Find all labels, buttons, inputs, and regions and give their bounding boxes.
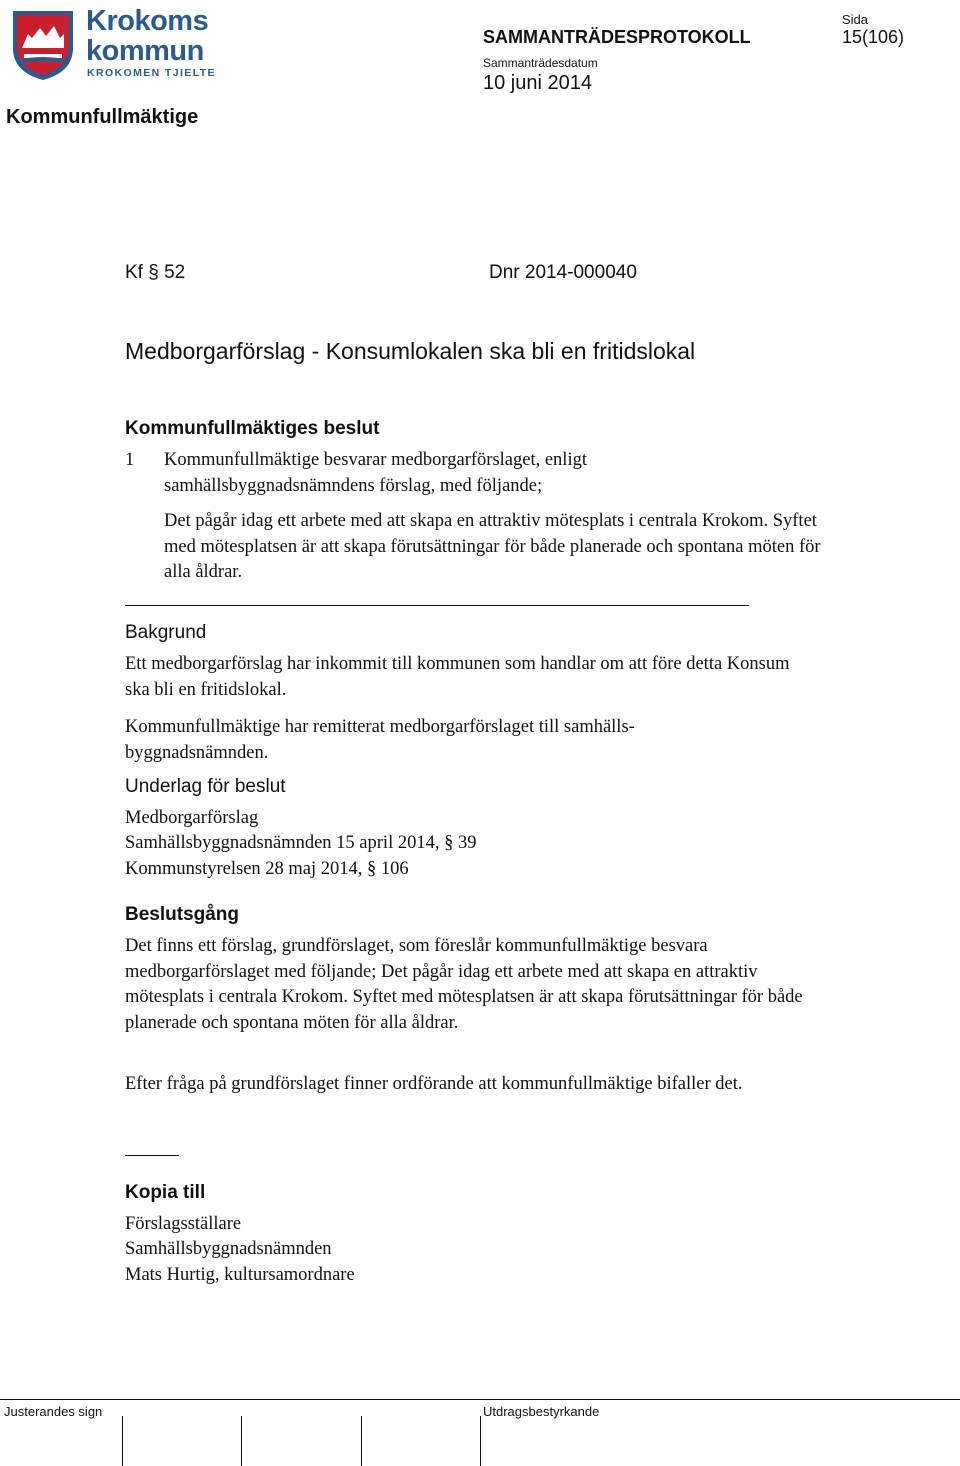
decision-quote: Det pågår idag ett arbete med att skapa en attraktiv mötesplats i centrala Krokom. Syftet med mötesplatsen är att skapa förutsättningar för både planerade och spontana möten för alla åldrar. bbox=[164, 511, 821, 582]
basis-heading: Underlag för beslut bbox=[125, 776, 286, 797]
signature-box-divider bbox=[122, 1416, 123, 1466]
decision-item-text: Kommunfullmäktige besvarar medborgarförslaget, enligt samhällsbyggnadsnämndens förslag, med följande; bbox=[164, 450, 587, 496]
basis-item bbox=[125, 857, 409, 883]
basis-item-text: Samhällsbyggnadsnämnden 15 april 2014, bbox=[125, 833, 440, 853]
document-type: SAMMANTRÄDESPROTOKOLL bbox=[483, 27, 751, 47]
crest-icon bbox=[10, 8, 76, 82]
basis-item-text: Kommunstyrelsen 28 maj 2014, bbox=[125, 859, 363, 879]
paragraph-symbol: § bbox=[367, 859, 377, 879]
section-divider bbox=[125, 605, 749, 606]
diary-number: Dnr 2014-000040 bbox=[489, 262, 637, 283]
basis-item bbox=[125, 831, 476, 857]
procedure-heading: Beslutsgång bbox=[125, 904, 240, 925]
copy-recipient: Samhällsbyggnadsnämnden bbox=[125, 1239, 332, 1259]
organ-name: Kommunfullmäktige bbox=[6, 106, 199, 128]
page-number: 15(106) bbox=[842, 27, 905, 47]
background-heading: Bakgrund bbox=[125, 622, 207, 643]
certification-label: Utdragsbestyrkande bbox=[483, 1404, 600, 1419]
paragraph-symbol: § bbox=[444, 833, 454, 853]
meeting-date-label: Sammanträdesdatum bbox=[483, 56, 598, 70]
procedure-paragraph-2: Efter fråga på grundförslaget finner ordförande att kommunfullmäktige bifaller det. bbox=[125, 1074, 743, 1094]
logo-name-line2: kommun bbox=[86, 35, 204, 67]
copy-heading: Kopia till bbox=[125, 1182, 206, 1203]
decision-item-number: 1 bbox=[125, 450, 135, 470]
adjuster-sign-label: Justerandes sign bbox=[4, 1404, 103, 1419]
basis-item-ref: 106 bbox=[380, 859, 409, 879]
short-divider bbox=[125, 1155, 179, 1156]
copy-recipient: Mats Hurtig, kultursamordnare bbox=[125, 1265, 355, 1285]
case-prefix: Kf bbox=[125, 262, 143, 283]
decision-heading: Kommunfullmäktiges beslut bbox=[125, 418, 380, 439]
meeting-date: 10 juni 2014 bbox=[483, 72, 592, 94]
case-paragraph bbox=[125, 262, 185, 284]
logo-name-line1: Krokoms bbox=[86, 5, 209, 37]
page-label: Sida bbox=[842, 12, 869, 27]
case-symbol: § bbox=[148, 262, 159, 283]
signature-box-divider bbox=[361, 1416, 362, 1466]
signature-box-divider bbox=[241, 1416, 242, 1466]
footer-divider bbox=[0, 1399, 960, 1400]
case-title: Medborgarförslag - Konsumlokalen ska bli en fritidslokal bbox=[125, 338, 696, 364]
background-paragraph-2: Kommunfullmäktige har remitterat medborgarförslaget till samhälls-byggnadsnämnden. bbox=[125, 717, 635, 763]
signature-box-divider bbox=[480, 1416, 481, 1466]
copy-recipient: Förslagsställare bbox=[125, 1214, 242, 1234]
case-number: 52 bbox=[164, 262, 186, 283]
basis-item-ref: 39 bbox=[457, 833, 477, 853]
basis-item: Medborgarförslag bbox=[125, 808, 259, 828]
procedure-paragraph-1: Det finns ett förslag, grundförslaget, som föreslår kommunfullmäktige besvara medborgarförslaget med följande; Det pågår idag ett arbete med att skapa en attraktiv mötesplats i centrala Krokom. Syftet med mötesplatsen är att skapa förutsättningar för både planerade och spontana möten för alla åldrar. bbox=[125, 936, 803, 1033]
logo-subline: KROKOMEN TJIELTE bbox=[87, 67, 216, 79]
municipality-logo bbox=[6, 4, 226, 82]
background-paragraph-1: Ett medborgarförslag har inkommit till kommunen som handlar om att före detta Konsum ska bli en fritidslokal. bbox=[125, 654, 790, 700]
